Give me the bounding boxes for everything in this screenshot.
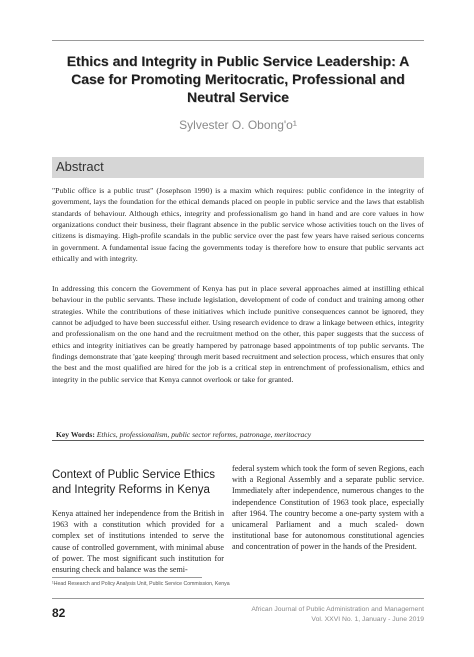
section-heading: Context of Public Service Ethics and Integrity Reforms in Kenya (52, 469, 215, 496)
footer-rule (52, 598, 424, 599)
footnote: ¹Head Research and Policy Analysis Unit, Public Service Commission, Kenya (52, 581, 230, 587)
top-rule (52, 40, 424, 41)
article-title: Ethics and Integrity in Public Service Leadership: A Case for Promoting Meritocratic, Professional and Neutral Service (66, 53, 410, 105)
footer-volume: Vol. XXVI No. 1, January - June 2019 (311, 616, 424, 623)
abstract-heading: Abstract (56, 159, 104, 174)
section-right-column-text: federal system which took the form of seven Regions, each with a Regional Assembly and a separate public service. Immediately after independence, numerous changes to the independence Constitution of 1963 took place, especially after 1964. The country become a one-party system with a unicameral Parliament and a much scaled- down institutional base for autonomous constitutional agencies and concentration of power in the hands of the President. (232, 464, 424, 552)
abstract-header-bar (52, 157, 424, 178)
section-left-column-text: Kenya attained her independence from the British in 1963 with a constitution which provided for a complex set of institutions intended to serve the cause of controlled government, with minimal abuse of power. The most significant such institution for ensuring check and balance was the semi- (52, 509, 224, 575)
keywords-text: Ethics, professionalism, public sector reforms, patronage, meritocracy (96, 430, 312, 439)
keywords-label: Key Words: (56, 430, 95, 439)
author-name: Sylvester O. Obong'o¹ (179, 118, 297, 132)
keywords-line (52, 428, 424, 441)
footer-journal-title: African Journal of Public Administration and Management (251, 606, 424, 613)
footnote-rule (52, 577, 202, 578)
abstract-paragraph-2: In addressing this concern the Government of Kenya has put in place several approaches aimed at instilling ethical behaviour in the public servants. These include legislation, development of code of conduct and training among other strategies. While the contributions of these initiatives which include punitive consequences cannot be ignored, they cannot be adjudged to have been successful either. Using research evidence to draw a linkage between ethics, integrity and professionalism on the one hand and the recruitment method on the other, this paper suggests that the success of ethics and integrity initiatives can be greatly hampered by patronage based appointments of top public servants. The findings demonstrate that 'gate keeping' through merit based recruitment and selection process, which ensures that only the best and the most qualified are hired for the job is a critical step in entrenchment of professionalism, ethics and integrity in the public service that Kenya cannot overlook or take for granted. (52, 284, 424, 384)
page-number: 82 (52, 606, 66, 620)
abstract-paragraph-1: "Public office is a public trust" (Josephson 1990) is a maxim which requires: public confidence in the integrity of government, lays the foundation for the ethical demands placed on people in public service and the laws that establish standards of behaviour. Although ethics, integrity and professionalism go hand in hand and are core values in how organizations conduct their business, their flagrant absence in the public service whose activities touch on the lives of citizens is dismaying. High-profile scandals in the public service over the past few years have raised serious concerns in government. A fundamental issue facing the governments today is therefore how to ensure that public servants act ethically and with integrity. (52, 186, 424, 264)
